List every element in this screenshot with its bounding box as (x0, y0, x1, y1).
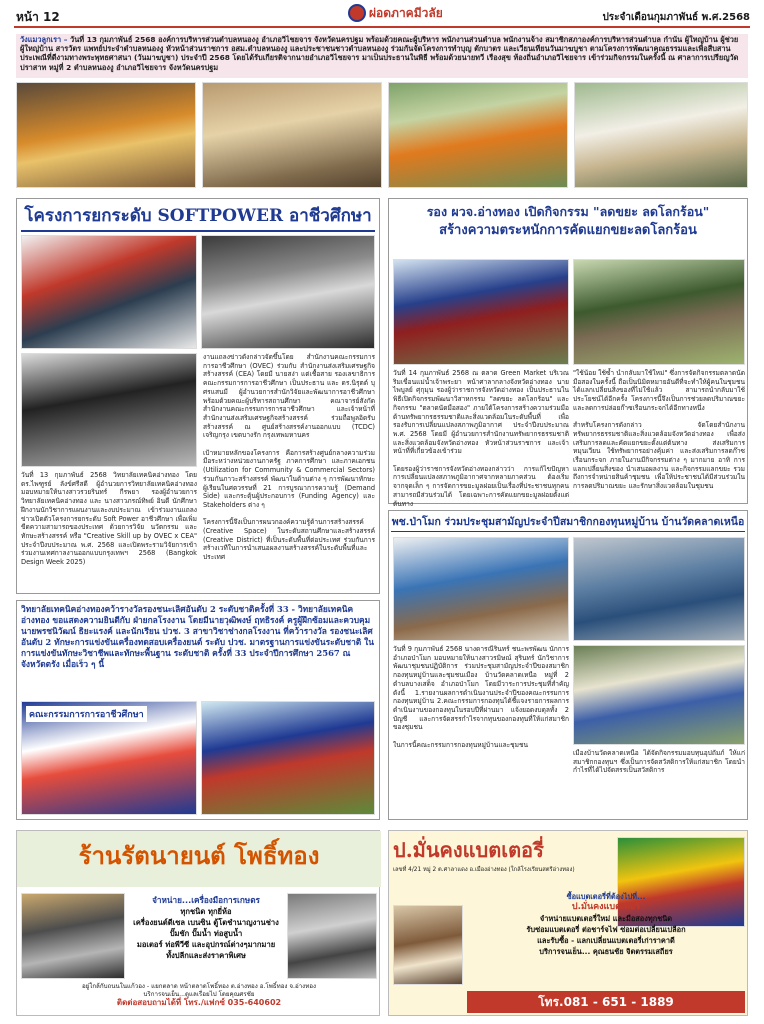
villagefund-headline: พช.ป่าโมก ร่วมประชุมสามัญประจำปีสมาชิกกองทุนหมู่บ้าน บ้านวัดคลาดเหนือ (391, 514, 745, 532)
college-photo-team (201, 701, 375, 815)
ad-battery (388, 830, 748, 1016)
waste-body-right: "ใช้น้อย ใช้ซ้ำ นำกลับมาใช้ใหม่" ซึ่งการจัดกิจกรรมตลาดนัดมือสองในครั้งนี้ ถือเป็นนิมิตหมายอันดีที่จะทำให้ผู้คนในชุมชนได้แลกเปลี่ยนสิ่งของที่ไม่ใช้แล้ว สามารถนำกลับมาใช้ประโยชน์ได้อีกครั้ง โครงการนี้จึงเป็นการช่วยลดปริมาณขยะ และลดการปล่อยก๊าซเรือนกระจกได้อีกทางหนึ่ง สำหรับโครงการดังกล่าว จัดโดยสำนักงานทรัพยากรธรรมชาติและสิ่งแวดล้อมจังหวัดอ่างทอง เพื่อส่งเสริมการลดและคัดแยกขยะตั้งแต่ต้นทาง ส่งเสริมการหมุนเวียน ใช้ทรัพยากรอย่างคุ้มค่า และส่งเสริมการลดก๊าซเรือนกระจก ภายในงานมีกิจกรรมต่าง ๆ มากมาย อาทิ การแลกเปลี่ยนสิ่งของ นำเสนอผลงาน และกิจกรรมแลกขยะ รวมถึงการจำหน่ายสินค้าชุมชน เพื่อให้ประชาชนได้มีส่วนร่วมในการลดปริมาณขยะ และรักษาสิ่งแวดล้อมในชุมชน (573, 369, 745, 491)
story-college (16, 600, 380, 820)
ad-pothong-line-2: เครื่องยนต์ดีเซล เบนซิน ตู้โตชำนาญงานช่าง (133, 918, 279, 927)
college-photo-banner: คณะกรรมการการอาชีวศึกษา (26, 706, 147, 722)
ad-battery-slogan-1: ซื้อแบตเตอรี่ที่ต้องไปที่... (566, 892, 646, 901)
ad-pothong-address: อยู่ใกล้กับถนนในแก้วอง - แยกตลาด หน้าตลาดโพธิ์ทอง ต.อ่างทอง อ.โพธิ์ทอง จ.อ่างทอง (81, 983, 317, 990)
softpower-headline: โครงการยกระดับ SOFTPOWER อาชีวศึกษา (21, 205, 375, 232)
softpower-body: งานแถลงข่าวดังกล่าวจัดขึ้นโดย สำนักงานคณะกรรมการการอาชีวศึกษา (OVEC) ร่วมกับ สำนักงานส่งเสริมเศรษฐกิจสร้างสรรค์ (CEA) โดยมี นายสง่า แต่เชื้อสาย รองเลขาธิการคณะกรรมการการอาชีวศึกษา เป็นประธาน และ ดร.นิรุตต์ บุศรแสนมี ผู้อำนวยการสำนักวิจัยและพัฒนาการอาชีวศึกษา พร้อมด้วยคณะผู้บริหารสถานศึกษา คณาจารย์สังกัดสำนักงานคณะกรรมการการอาชีวศึกษา และเจ้าหน้าที่สำนักงานส่งเสริมเศรษฐกิจสร้างสรรค์ ร่วมถือพูลอิดรับสร้างสรรค์ ณ ศูนย์สร้างสรรค์งานออกแบบ (TCDC) เจริญกรุง เขตบางรัก กรุงเทพมหานคร เป้าหมายหลักของโครงการ คือการสร้างศูนย์กลางความร่วมมือระหว่างหน่วยงานภาครัฐ ภาคการศึกษา และภาคเอกชน (Utilization for Community & Commercial Sectors) ร่วมกันภาวะสร้างสรรค์ พัฒนาในด้านต่าง ๆ การพัฒนาทักษะผู้เรียนในศตวรรษที่ 21 การบูรณาการความรู้ (Demand Side) และกระตุ้นผู้ประกอบการ (Funding Agency) และ Stakeholders ต่าง ๆ โครงการนี้จึงเป็นการผนวกองค์ความรู้ด้านการสร้างสรรค์ (Creative Space) ในระดับสถานศึกษาและสร้างสรรค์ (Creative District) ที่เป็นระดับพื้นที่ต่อประเทศ ร่วมกันการสร้างเวทีในการนำเสนอผลงานสร้างสรรค์ในระดับพื้นที่และประเทศ (203, 353, 375, 562)
ad-battery-slogan-2: ป.มั่นคงแบตเตอรี่ (571, 902, 641, 912)
villagefund-photo-hall (573, 645, 745, 745)
ad-battery-photo-owner (393, 905, 463, 985)
lead-photo-2 (202, 82, 382, 188)
villagefund-body-left: วันที่ 9 กุมภาพันธ์ 2568 นางดารณีรินทร์ ชนะพรพัฒน นักการอำเภอป่าโมก มอบหมายให้นางสาวรมิษณ์ สุรินทร์ นักวิชาการพัฒนาชุมชนปฏิบัติการ ร่วมประชุมสามัญประจำปีของสมาชิกกองทุนหมู่บ้านและชุมชนเมือง บ้านวัดคลาดเหนือ หมู่ที่ 2 ตำบลบางเสด็จ อำเภอป่าโมก โดยมีวาระการประชุมที่สำคัญดังนี้ 1.รายงานผลการดำเนินงานประจำปีของคณะกรรมการกองทุนหมู่บ้าน 2.คณะกรรมการกองทุนได้ชี้แจงรายการผลการดำเนินงานของกองทุนในรอบปีที่ผ่านมา แจ้งยอดงบดุลทั้ง 2 บัญชี และการจัดสรรกำไรจากทุนของกองทุนที่ให้แก่สมาชิกของชุมชน ในการนี้คณะกรรมการกองทุนหมู่บ้านและชุมชน (393, 645, 569, 749)
softpower-photo-group (201, 235, 375, 349)
ad-pothong-line-1: ทุกชนิด ทุกยี่ห้อ (180, 907, 232, 916)
ad-pothong-line-3: ปั๊มชัก ปั๊มน้ำ ท่อสูบน้ำ (169, 929, 243, 938)
ad-pothong (16, 830, 380, 1016)
villagefund-body-right: เมืองบ้านวัดคลาดเหนือ ได้จัดกิจกรรมมอบทุนอุปถัมภ์ ให้แก่สมาชิกกองทุนฯ ซึ่งเป็นการจัดสวัสดิการให้แก่สมาชิก โดยนำกำไรที่ได้ไปจัดสรรเป็นสวัสดิการ (573, 749, 745, 775)
college-photo-award (21, 701, 197, 815)
ad-battery-line-1: จำหน่ายแบตเตอรี่ใหม่ และมือสองทุกชนิด (539, 914, 673, 923)
lead-photo-3 (388, 82, 568, 188)
softpower-photo-stage (21, 353, 197, 467)
page-number: หน้า 12 (16, 10, 60, 24)
header-divider (14, 26, 750, 28)
ad-battery-address: เลขที่ 4/21 หมู่ 2 ต.ศาลาแดง อ.เมืองอ่างทอง (ใกล้โรงเรียนสตรีอ่างทอง) (393, 867, 575, 873)
lead-story (16, 34, 748, 78)
villagefund-photo-members (573, 537, 745, 641)
story-softpower (16, 198, 380, 594)
ad-pothong-service: บริการจนเย็น...ดูแลเรื่อยไป โดยคุณศรชัย (143, 991, 255, 998)
ad-pothong-photo-tools (21, 893, 125, 979)
issue-date: ประจำเดือนกุมภาพันธ์ พ.ศ.2568 (602, 12, 750, 23)
story-waste (388, 198, 748, 508)
ad-battery-line-4: บริการจนเย็น... คุณธนชัย จิตตรรมเสถียร (539, 947, 673, 956)
logo-text: ผ่อดภาคมีวลัย (369, 6, 443, 20)
ad-battery-line-3: และรับซื้อ - แลกเปลี่ยนแบตเตอรี่เก่าราคาดี (537, 936, 675, 945)
ad-battery-phone: โทร.081 - 651 - 1889 (467, 991, 745, 1013)
waste-body-left: วันที่ 14 กุมภาพันธ์ 2568 ณ ตลาด Green Market บริเวณริมเขื่อนแม่น้ำเจ้าพระยา หน้าศาลากลางจังหวัดอ่างทอง นายไพบูลย์ ศุกุมุน รองผู้ว่าราชการจังหวัดอ่างทอง เป็นประธานในพิธีเปิดกิจกรรมพัฒนาวิสาหกรรม "ลดขยะ ลดโลกร้อน" และกิจกรรม "ตลาดนัดมือสอง" ภายใต้โครงการสร้างความร่วมมือด้านทรัพยากรธรรมชาติและสิ่งแวดล้อมในระดับพื้นที่ เพื่อรองรับการเปลี่ยนแปลงสภาพภูมิอากาศ ประจำปีงบประมาณ พ.ศ. 2568 โดยมี ผู้อำนวยการสำนักงานทรัพยากรธรรมชาติและสิ่งแวดล้อมจังหวัดอ่างทอง หัวหน้าส่วนราชการ และเจ้าหน้าที่ที่เกี่ยวข้องเข้าร่วม โดยรองผู้ว่าราชการจังหวัดอ่างทองกล่าวว่า การแก้ไขปัญหาการเปลี่ยนแปลงสภาพภูมิอากาศจากหลายภาคส่วน ต้องเริ่มจากจุดเล็ก ๆ การจัดการขยะมูลฝอยเป็นเรื่องที่ประชาชนทุกคนสามารถมีส่วนร่วมได้ โดยเฉพาะการคัดแยกขยะมูลฝอยตั้งแต่ต้นทาง (393, 369, 569, 508)
logo-seal-icon (348, 4, 366, 22)
ad-pothong-line-5: ทั้งปลีกและส่งราคาพิเศษ (166, 951, 246, 960)
ad-pothong-photo-engine (287, 893, 377, 979)
ad-battery-title: ป.มั่นคงแบตเตอรี่ (393, 838, 544, 862)
softpower-photo-speaker (21, 235, 197, 349)
story-villagefund (388, 510, 748, 820)
ad-pothong-phone: ติดต่อสอบถามได้ที่ โทร./แฟกซ์ 035-640602 (116, 998, 282, 1007)
lead-photo-4 (574, 82, 748, 188)
lead-text: วันที่ 13 กุมภาพันธ์ 2568 องค์การบริหารส่วนตำบลหนองงู อำเภอวิไชยจาร จังหวัดนครปฐม พร้อมด้วยคณะผู้บริหาร พนักงานส่วนตำบล พนักงานจ้าง สมาชิกสภาองค์การบริหารส่วนตำบล กำนัน ผู้ใหญ่บ้าน ผู้ช่วยผู้ใหญ่บ้าน สารวัตร แพทย์ประจำตำบลหนองงู หัวหน้าส่วนราชการ อสม.ตำบลหนองงู และประชาชนชาวตำบลหนองงู ร่วมกันจัดโครงการทำบุญ ตักบาตร และเวียนเทียนวันมาฆบูชา ตามโครงการพัฒนาคุณธรรมและเพื่อสืบสานประเพณีที่ดีงามทางพระพุทธศาสนา (วันมาฆบูชา) ประจำปี 2568 โดยได้รับเกียรติจากนายอำเภอวิไชยจาร มาเป็นประธานในพิธี พร้อมด้วยนายทวี เรืองสุข ท้องถิ่นอำเภอวิไชยจาร เข้าร่วมกิจกรรมในครั้งนี้ ณ ศาลาการเปรียญวัดปราสาท หมู่ที่ 2 ตำบลหนองงู อำเภอวิไชยจาร จังหวัดนครปฐม (20, 35, 739, 72)
masthead-logo (348, 2, 448, 24)
ad-pothong-subtitle: จำหน่าย...เครื่องมือการเกษตร (152, 895, 260, 905)
villagefund-photo-meeting (393, 537, 569, 641)
softpower-caption: วันที่ 13 กุมภาพันธ์ 2568 วิทยาลัยเทคนิคอ่างทอง โดย ดร.ไพฑูรย์ ลังข์ศรีสดี ผู้อำนวยการวิทยาลัยเทคนิคอ่างทอง มอบหมายให้นางสาวรวยรินทร์ กีรพยา รองผู้อำนวยการวิทยาลัยเทคนิคอ่างทอง และ นางสาวภรณ์ทิพย์ อินดี นักศึกษาฝึกงานนักวิชาการแผนงานและงบประมาณ เข้าร่วมงานแถลงข่าวเปิดตัวโครงการยกระดับ Soft Power อาชีวศึกษา เพื่อเพิ่มขีดความสามารถของประเทศ ด้วยการวิจัย นวัตกรรม และทักษะสร้างสรรค์ หรือ "Creative Skill up by OVEC x CEA" ประจำปีงบประมาณ พ.ศ. 2568 และเปิดพระรามวิจัยการเข้าร่วมงานเทศกาลงานออกแบบกรุงเทพฯ 2568 (Bangkok Design Week 2025) (21, 471, 197, 567)
college-headline: วิทยาลัยเทคนิคอ่างทองคว้ารางวัลรองชนะเลิศอันดับ 2 ระดับชาติครั้งที่ 33 - วิทยาลัยเทคนิคอ่างทอง ขอแสดงความยินดีกับ ฝ่ายกลโรงงาน โดยมีนายวุฒิพงษ์ ฤทธิรงค์ ครูผู้ฝึกซ้อมและควบคุม นายพรชนิวัฒน์ ธิยะแรงค์ และนักเรียน ปวช. 3 สาขาวิชาช่างกลโรงงาน ที่คว้ารางวัล รองชนะเลิศอันดับ 2 ทักษะการแข่งขันเครื่องทดสอบเครื่องยนต์ ระดับ ปวช. มาตรฐานการแข่งขันระดับชาติ ในการแข่งขันทักษะวิชาชีพและทักษะพื้นฐาน ระดับชาติ ครั้งที่ 33 ประจำปีการศึกษา 2567 ณ จังหวัดตรัง เมื่อเร็ว ๆ นี้ (21, 604, 374, 669)
waste-photo-officials (573, 259, 745, 365)
waste-headline-line1: รอง ผวจ.อ่างทอง เปิดกิจกรรม "ลดขยะ ลดโลกร้อน" (426, 204, 710, 219)
ad-pothong-title: ร้านรัตนายนต์ โพธิ์ทอง (78, 841, 320, 870)
waste-photo-ceremony (393, 259, 569, 365)
ad-pothong-line-4: มอเตอร์ ท่อพีวีซี และอุปกรณ์ต่างๆมากมาย (136, 940, 276, 949)
waste-headline-line2: สร้างความตระหนักการคัดแยกขยะลดโลกร้อน (439, 223, 697, 238)
lead-highlight: วังแมวลูกเรา – (20, 35, 68, 44)
ad-battery-line-2: รับซ่อมแบตเตอรี่ ต่อชาร์จไฟ ซ่อมต่อเปลี่ยนเปลือก (526, 925, 686, 934)
lead-photo-1 (16, 82, 196, 188)
